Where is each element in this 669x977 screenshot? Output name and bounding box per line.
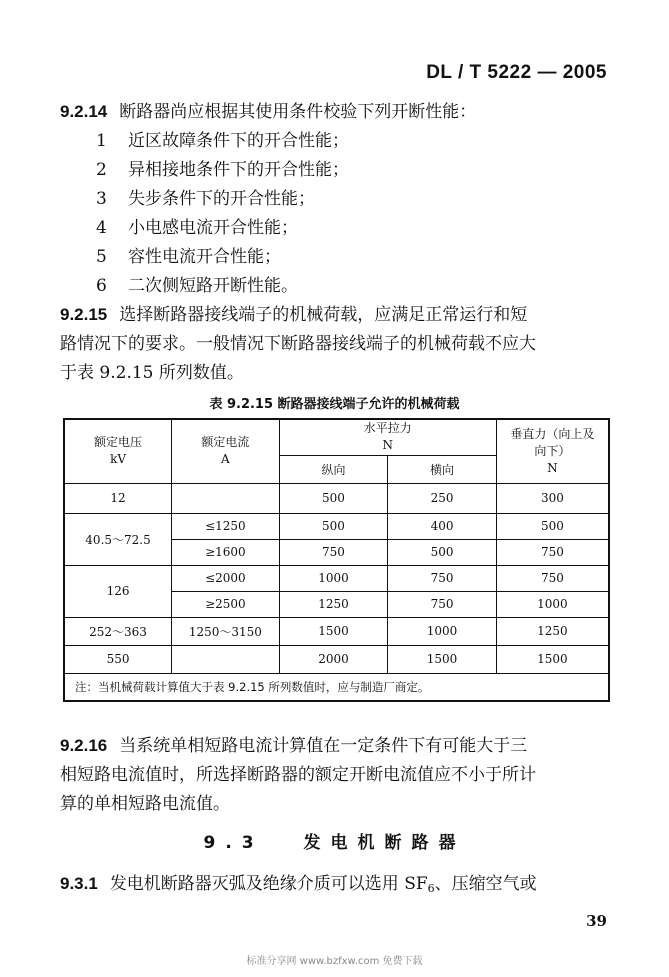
- cell-voltage: 126: [64, 565, 172, 617]
- clause-subscript: 6: [427, 882, 435, 895]
- list-item-text: 容性电流开合性能；: [128, 247, 281, 267]
- list-item-text: 失步条件下的开合性能；: [128, 189, 315, 209]
- table-row: [64, 645, 609, 673]
- cell-current: ≥1600: [172, 539, 280, 565]
- clause-text: 发电机断路器灭弧及绝缘介质可以选用 SF: [109, 874, 428, 894]
- list-item-number: 2: [96, 160, 107, 180]
- header-rated-voltage: [64, 419, 172, 483]
- list-item: [96, 245, 281, 269]
- clause-text-after: 、压缩空气或: [434, 874, 537, 894]
- table-note: 注：当机械荷载计算值大于表 9.2.15 所列数值时，应与制造厂商定。: [64, 673, 609, 701]
- clause-9-2-16-line2: 相短路电流值时，所选择断路器的额定开断电流值应不小于所计: [60, 765, 536, 785]
- cell-voltage: 550: [64, 645, 172, 673]
- cell-longitudinal: 1000: [279, 565, 388, 591]
- list-item: [96, 274, 298, 298]
- list-item: [96, 158, 349, 182]
- cell-vertical: 300: [496, 483, 609, 513]
- table-row: [64, 483, 609, 513]
- cell-transverse: 400: [388, 513, 497, 539]
- clause-text: 选择断路器接线端子的机械荷载，应满足正常运行和短: [119, 305, 528, 325]
- header-transverse: 横向: [388, 455, 497, 483]
- table-row: [64, 513, 609, 539]
- list-item-text: 小电感电流开合性能；: [128, 218, 298, 238]
- cell-vertical: 1500: [496, 645, 609, 673]
- cell-longitudinal: 2000: [279, 645, 388, 673]
- clause-9-2-15-line2: 路情况下的要求。一般情况下断路器接线端子的机械荷载不应大: [60, 334, 536, 354]
- clause-9-2-15-line3: 于表 9.2.15 所列数值。: [60, 363, 244, 383]
- section-title: 发电机断路器: [303, 833, 466, 853]
- clause-9-2-16-line3: 算的单相短路电流值。: [60, 794, 230, 814]
- clause-number: 9.2.16: [60, 736, 108, 755]
- header-unit: N: [547, 460, 558, 475]
- header-longitudinal: 纵向: [279, 455, 388, 483]
- cell-transverse: 750: [388, 591, 497, 617]
- header-label: 垂直力（向上及向下）: [510, 426, 595, 458]
- section-heading-9-3: [0, 828, 669, 853]
- header-rated-current: [172, 419, 280, 483]
- cell-voltage: 40.5～72.5: [64, 513, 172, 565]
- clause-number: 9.2.15: [60, 305, 108, 324]
- table-row: [64, 617, 609, 645]
- cell-current: 1250～3150: [172, 617, 280, 645]
- cell-current: ≥2500: [172, 591, 280, 617]
- header-unit: A: [221, 452, 230, 467]
- standard-code: DL / T 5222 — 2005: [426, 62, 607, 83]
- cell-current: [172, 483, 280, 513]
- cell-transverse: 250: [388, 483, 497, 513]
- cell-transverse: 500: [388, 539, 497, 565]
- page-number: 39: [586, 912, 607, 930]
- cell-current: ≤1250: [172, 513, 280, 539]
- list-item: [96, 187, 315, 211]
- clause-9-3-1-line1: [60, 872, 537, 901]
- header-horizontal-force: [279, 419, 496, 455]
- cell-vertical: 500: [496, 513, 609, 539]
- list-item-number: 1: [96, 131, 107, 151]
- cell-current: ≤2000: [172, 565, 280, 591]
- cell-voltage: 12: [64, 483, 172, 513]
- list-item-number: 4: [96, 218, 107, 238]
- footer-watermark: 标准分享网 www.bzfxw.com 免费下载: [246, 956, 423, 967]
- list-item-text: 近区故障条件下的开合性能；: [128, 131, 349, 151]
- header-label: 水平拉力: [363, 421, 412, 436]
- list-item-number: 6: [96, 276, 107, 296]
- clause-9-2-14-heading: [60, 100, 476, 124]
- cell-vertical: 750: [496, 539, 609, 565]
- clause-text: 当系统单相短路电流计算值在一定条件下有可能大于三: [119, 736, 528, 756]
- cell-transverse: 750: [388, 565, 497, 591]
- cell-voltage: 252～363: [64, 617, 172, 645]
- cell-vertical: 1250: [496, 617, 609, 645]
- header-label: 额定电流: [201, 435, 250, 450]
- cell-vertical: 750: [496, 565, 609, 591]
- header-vertical-force: [496, 419, 609, 483]
- list-item-number: 5: [96, 247, 107, 267]
- section-number: 9.3: [203, 833, 264, 853]
- cell-longitudinal: 500: [279, 513, 388, 539]
- list-item-number: 3: [96, 189, 107, 209]
- clause-number: 9.2.14: [60, 102, 108, 121]
- cell-longitudinal: 1500: [279, 617, 388, 645]
- cell-current: [172, 645, 280, 673]
- list-item: [96, 129, 349, 153]
- header-unit: kV: [110, 452, 126, 467]
- header-unit: N: [382, 438, 394, 453]
- header-label: 额定电压: [94, 435, 143, 450]
- list-item-text: 异相接地条件下的开合性能；: [128, 160, 349, 180]
- cell-longitudinal: 500: [279, 483, 388, 513]
- table-note-row: [64, 673, 609, 701]
- clause-number: 9.3.1: [60, 874, 98, 893]
- mechanical-load-table: [63, 418, 610, 702]
- cell-transverse: 1500: [388, 645, 497, 673]
- cell-longitudinal: 1250: [279, 591, 388, 617]
- list-item: [96, 216, 298, 240]
- cell-longitudinal: 750: [279, 539, 388, 565]
- table-caption: 表 9.2.15 断路器接线端子允许的机械荷载: [209, 397, 460, 412]
- clause-9-2-16-line1: [60, 734, 527, 758]
- list-item-text: 二次侧短路开断性能。: [128, 276, 298, 296]
- clause-text: 断路器尚应根据其使用条件校验下列开断性能：: [119, 102, 477, 122]
- cell-vertical: 1000: [496, 591, 609, 617]
- table-row: [64, 565, 609, 591]
- clause-9-2-15-line1: [60, 303, 527, 327]
- cell-transverse: 1000: [388, 617, 497, 645]
- table-header-row: [64, 419, 609, 455]
